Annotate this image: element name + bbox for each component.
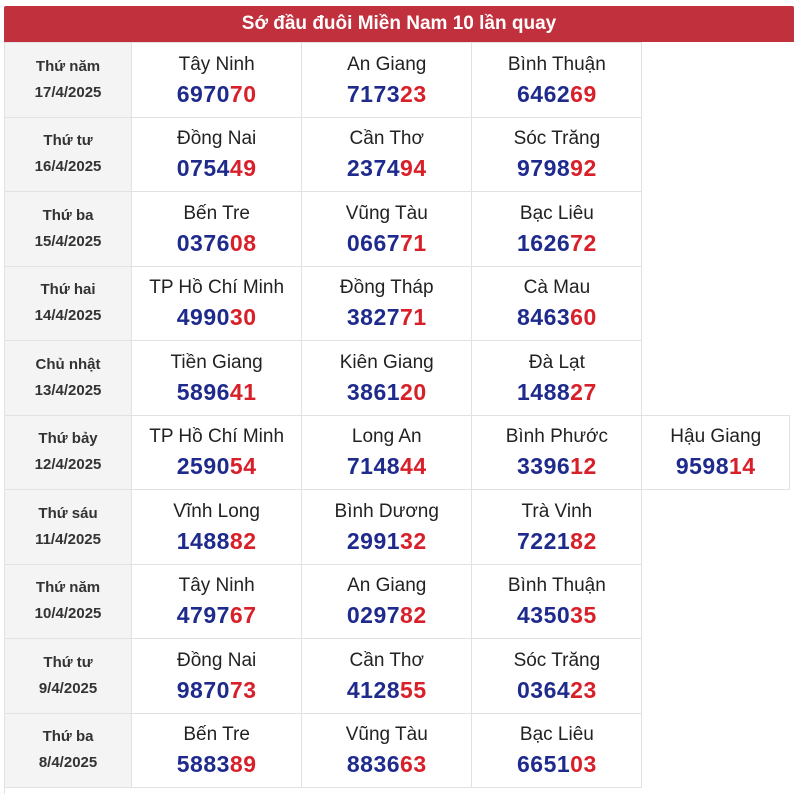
- number-head-digits: 3861: [346, 378, 401, 405]
- number-head-digits: 0667: [346, 229, 401, 256]
- empty-cell: [642, 564, 790, 639]
- province-name: Vĩnh Long: [173, 500, 260, 522]
- result-number: [132, 600, 301, 630]
- number-head-digits: 1626: [516, 229, 571, 256]
- number-head-digits: 7221: [516, 527, 571, 554]
- number-head-digits: 9798: [516, 155, 571, 182]
- province-name: Trà Vinh: [521, 500, 593, 522]
- number-head-digits: 4797: [176, 602, 230, 629]
- province-name: Bạc Liêu: [519, 724, 594, 746]
- province-name: Tiền Giang: [170, 351, 263, 373]
- province-result-cell: [132, 490, 302, 565]
- result-number: [132, 749, 301, 779]
- number-tail-digits: 70: [229, 80, 257, 107]
- number-tail-digits: 69: [570, 80, 597, 107]
- weekday-label: Thứ năm: [35, 57, 101, 75]
- draw-date-cell: [5, 490, 132, 565]
- province-name: Vũng Tàu: [345, 202, 428, 224]
- table-bottom-edge: [4, 788, 794, 794]
- province-result-cell: [302, 639, 472, 714]
- province-name: Cần Thơ: [349, 649, 424, 671]
- table-row: [5, 490, 790, 565]
- province-result-cell: [302, 415, 472, 490]
- number-tail-digits: 44: [400, 453, 427, 480]
- empty-cell: [642, 490, 790, 565]
- result-number: [472, 451, 641, 481]
- result-number: [472, 526, 641, 556]
- result-number: [132, 228, 301, 258]
- result-number: [472, 600, 641, 630]
- result-number: [302, 302, 471, 332]
- province-name: Tây Ninh: [178, 575, 255, 597]
- result-number: [132, 302, 301, 332]
- number-head-digits: 2991: [346, 527, 401, 554]
- province-name: Bình Phước: [505, 426, 609, 448]
- number-tail-digits: 73: [229, 676, 257, 703]
- result-number: [302, 749, 471, 779]
- province-name: An Giang: [347, 575, 427, 597]
- province-result-cell: [472, 490, 642, 565]
- result-number: [302, 79, 471, 109]
- number-tail-digits: 92: [570, 155, 597, 182]
- weekday-label: Thứ ba: [42, 206, 94, 224]
- draw-date-cell: [5, 117, 132, 192]
- province-name: TP Hồ Chí Minh: [149, 277, 285, 299]
- table-row: [5, 192, 790, 267]
- number-head-digits: 0754: [176, 155, 230, 182]
- number-head-digits: 2374: [346, 155, 401, 182]
- province-result-cell: [302, 490, 472, 565]
- number-head-digits: 6651: [516, 751, 571, 778]
- province-result-cell: [472, 192, 642, 267]
- draw-date-cell: [5, 564, 132, 639]
- result-number: [132, 451, 301, 481]
- province-name: Đồng Nai: [177, 128, 257, 150]
- number-tail-digits: 71: [400, 304, 427, 331]
- number-tail-digits: 89: [229, 751, 257, 778]
- province-name: Tây Ninh: [178, 53, 255, 75]
- province-result-cell: [302, 266, 472, 341]
- result-number: [302, 377, 471, 407]
- table-row: [5, 43, 790, 118]
- result-number: [472, 228, 641, 258]
- table-row: [5, 564, 790, 639]
- province-result-cell: [472, 639, 642, 714]
- province-result-cell: [132, 564, 302, 639]
- province-name: An Giang: [347, 53, 427, 75]
- number-head-digits: 3827: [346, 304, 401, 331]
- province-name: Sóc Trăng: [513, 649, 601, 671]
- number-head-digits: 1488: [176, 527, 230, 554]
- empty-cell: [642, 639, 790, 714]
- number-tail-digits: 20: [400, 378, 427, 405]
- number-head-digits: 4128: [346, 676, 401, 703]
- draw-date-cell: [5, 192, 132, 267]
- empty-cell: [642, 713, 790, 788]
- number-head-digits: 0376: [176, 229, 230, 256]
- number-tail-digits: 35: [570, 602, 597, 629]
- result-number: [642, 451, 789, 481]
- province-name: Bình Dương: [334, 500, 439, 522]
- number-tail-digits: 32: [400, 527, 427, 554]
- results-table: [4, 42, 790, 788]
- province-result-cell: [302, 341, 472, 416]
- result-number: [302, 228, 471, 258]
- table-row: [5, 713, 790, 788]
- province-name: Bến Tre: [183, 724, 250, 746]
- table-row: [5, 341, 790, 416]
- result-number: [472, 749, 641, 779]
- number-tail-digits: 94: [400, 155, 427, 182]
- number-tail-digits: 82: [400, 602, 427, 629]
- weekday-label: Thứ sáu: [38, 504, 98, 522]
- result-number: [132, 526, 301, 556]
- province-result-cell: [642, 415, 790, 490]
- province-name: Đồng Tháp: [339, 277, 434, 299]
- table-row: [5, 415, 790, 490]
- province-result-cell: [132, 415, 302, 490]
- number-head-digits: 2590: [176, 453, 230, 480]
- number-head-digits: 4350: [516, 602, 571, 629]
- result-number: [472, 675, 641, 705]
- number-tail-digits: 63: [400, 751, 427, 778]
- number-head-digits: 3396: [516, 453, 571, 480]
- date-label: 9/4/2025: [38, 679, 98, 697]
- number-tail-digits: 08: [229, 229, 257, 256]
- result-number: [472, 153, 641, 183]
- empty-cell: [642, 341, 790, 416]
- result-number: [132, 675, 301, 705]
- table-row: [5, 266, 790, 341]
- province-result-cell: [302, 117, 472, 192]
- result-number: [302, 153, 471, 183]
- number-tail-digits: 23: [570, 676, 597, 703]
- draw-date-cell: [5, 341, 132, 416]
- result-number: [472, 302, 641, 332]
- weekday-label: Thứ năm: [35, 579, 101, 597]
- number-head-digits: 0297: [346, 602, 401, 629]
- province-name: Đà Lạt: [528, 351, 585, 373]
- date-label: 12/4/2025: [34, 456, 102, 474]
- number-tail-digits: 72: [570, 229, 597, 256]
- number-head-digits: 5896: [176, 378, 230, 405]
- province-name: Hậu Giang: [670, 426, 762, 448]
- number-head-digits: 9870: [176, 676, 230, 703]
- number-tail-digits: 60: [570, 304, 597, 331]
- result-number: [132, 153, 301, 183]
- province-result-cell: [302, 43, 472, 118]
- date-label: 8/4/2025: [38, 754, 98, 772]
- number-head-digits: 4990: [176, 304, 230, 331]
- number-tail-digits: 55: [400, 676, 427, 703]
- result-number: [132, 79, 301, 109]
- province-name: Đồng Nai: [177, 649, 257, 671]
- date-label: 11/4/2025: [35, 530, 101, 548]
- result-number: [302, 675, 471, 705]
- number-tail-digits: 82: [229, 527, 257, 554]
- result-number: [132, 377, 301, 407]
- province-result-cell: [472, 266, 642, 341]
- number-head-digits: 7148: [346, 453, 401, 480]
- empty-cell: [642, 117, 790, 192]
- province-result-cell: [472, 713, 642, 788]
- draw-date-cell: [5, 639, 132, 714]
- number-tail-digits: 67: [229, 602, 257, 629]
- weekday-label: Chủ nhật: [35, 355, 101, 373]
- draw-date-cell: [5, 43, 132, 118]
- empty-cell: [642, 192, 790, 267]
- draw-date-cell: [5, 713, 132, 788]
- province-name: Bình Thuận: [507, 575, 606, 597]
- date-label: 17/4/2025: [34, 83, 102, 101]
- number-head-digits: 5883: [176, 751, 230, 778]
- province-result-cell: [302, 713, 472, 788]
- date-label: 15/4/2025: [34, 232, 102, 250]
- result-number: [472, 377, 641, 407]
- number-tail-digits: 71: [400, 229, 427, 256]
- province-name: Bình Thuận: [507, 53, 606, 75]
- province-result-cell: [132, 117, 302, 192]
- province-result-cell: [132, 43, 302, 118]
- date-label: 16/4/2025: [34, 158, 102, 176]
- weekday-label: Thứ tư: [43, 653, 93, 671]
- number-head-digits: 1488: [516, 378, 571, 405]
- weekday-label: Thứ tư: [43, 132, 93, 150]
- number-head-digits: 0364: [516, 676, 571, 703]
- province-name: Bến Tre: [183, 202, 250, 224]
- number-tail-digits: 41: [229, 378, 257, 405]
- number-head-digits: 8836: [346, 751, 401, 778]
- province-result-cell: [472, 43, 642, 118]
- number-tail-digits: 49: [229, 155, 257, 182]
- results-panel: [4, 6, 794, 794]
- number-head-digits: 8463: [516, 304, 571, 331]
- province-result-cell: [302, 564, 472, 639]
- number-tail-digits: 14: [729, 453, 756, 480]
- number-tail-digits: 12: [570, 453, 597, 480]
- date-label: 13/4/2025: [34, 381, 102, 399]
- province-result-cell: [132, 639, 302, 714]
- result-number: [472, 79, 641, 109]
- weekday-label: Thứ hai: [40, 281, 96, 299]
- province-result-cell: [302, 192, 472, 267]
- weekday-label: Thứ bảy: [38, 430, 98, 448]
- number-head-digits: 6462: [516, 80, 571, 107]
- province-result-cell: [132, 266, 302, 341]
- number-tail-digits: 03: [570, 751, 597, 778]
- province-result-cell: [132, 713, 302, 788]
- province-name: Sóc Trăng: [513, 128, 601, 150]
- province-result-cell: [472, 564, 642, 639]
- province-name: TP Hồ Chí Minh: [149, 426, 285, 448]
- date-label: 14/4/2025: [34, 307, 102, 325]
- province-name: Vũng Tàu: [345, 724, 428, 746]
- draw-date-cell: [5, 266, 132, 341]
- province-name: Cà Mau: [523, 277, 591, 299]
- province-result-cell: [472, 117, 642, 192]
- empty-cell: [642, 266, 790, 341]
- number-head-digits: 7173: [346, 80, 401, 107]
- results-table-body: [5, 43, 790, 788]
- draw-date-cell: [5, 415, 132, 490]
- number-head-digits: 6970: [176, 80, 230, 107]
- province-result-cell: [132, 192, 302, 267]
- weekday-label: Thứ ba: [42, 728, 94, 746]
- number-tail-digits: 27: [570, 378, 597, 405]
- province-result-cell: [132, 341, 302, 416]
- number-tail-digits: 82: [570, 527, 597, 554]
- number-tail-digits: 54: [229, 453, 257, 480]
- province-name: Bạc Liêu: [519, 202, 594, 224]
- page-title: Sớ đầu đuôi Miền Nam 10 lần quay: [4, 6, 794, 42]
- result-number: [302, 600, 471, 630]
- province-name: Kiên Giang: [339, 351, 434, 373]
- province-result-cell: [472, 341, 642, 416]
- empty-cell: [642, 43, 790, 118]
- province-result-cell: [472, 415, 642, 490]
- table-row: [5, 639, 790, 714]
- province-name: Cần Thơ: [349, 128, 424, 150]
- date-label: 10/4/2025: [34, 605, 102, 623]
- table-row: [5, 117, 790, 192]
- number-tail-digits: 30: [229, 304, 257, 331]
- number-head-digits: 9598: [675, 453, 729, 480]
- result-number: [302, 526, 471, 556]
- number-tail-digits: 23: [400, 80, 427, 107]
- province-name: Long An: [351, 426, 422, 448]
- result-number: [302, 451, 471, 481]
